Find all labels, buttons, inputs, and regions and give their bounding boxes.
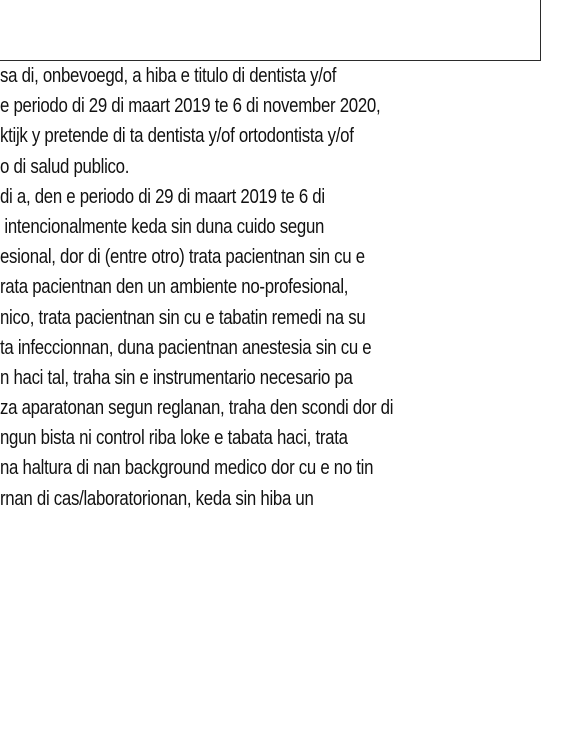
text-line: za aparatonan segun reglanan, traha den scondi dor di [0,396,394,420]
text-line: o di salud publico. [0,154,130,178]
text-line: na haltura di nan background medico dor cu e no tin [0,456,374,480]
text-line: nico, trata pacientnan sin cu e tabatin remedi na su [0,305,366,329]
text-line: di a, den e periodo di 29 di maart 2019 te 6 di [0,184,325,208]
text-line: ta infeccionnan, duna pacientnan anestesia sin cu e [0,335,372,359]
text-line: n haci tal, traha sin e instrumentario necesario pa [0,365,353,389]
text-line: intencionalmente keda sin duna cuido segun [0,214,325,238]
text-line: sa di, onbevoegd, a hiba e titulo di dentista y/of [0,64,337,87]
text-line: ktijk y pretende di ta dentista y/of ortodontista y/of [0,124,354,148]
body-text [0,61,461,514]
text-line: rata pacientnan den un ambiente no-profesional, [0,275,349,299]
text-line: esional, dor di (entre otro) trata pacientnan sin cu e [0,245,365,269]
table-border-vertical [540,0,541,61]
text-line: rnan di cas/laboratorionan, keda sin hiba un [0,486,314,510]
text-line: e periodo di 29 di maart 2019 te 6 di november 2020, [0,94,381,118]
text-line: ngun bista ni control riba loke e tabata haci, trata [0,426,348,450]
